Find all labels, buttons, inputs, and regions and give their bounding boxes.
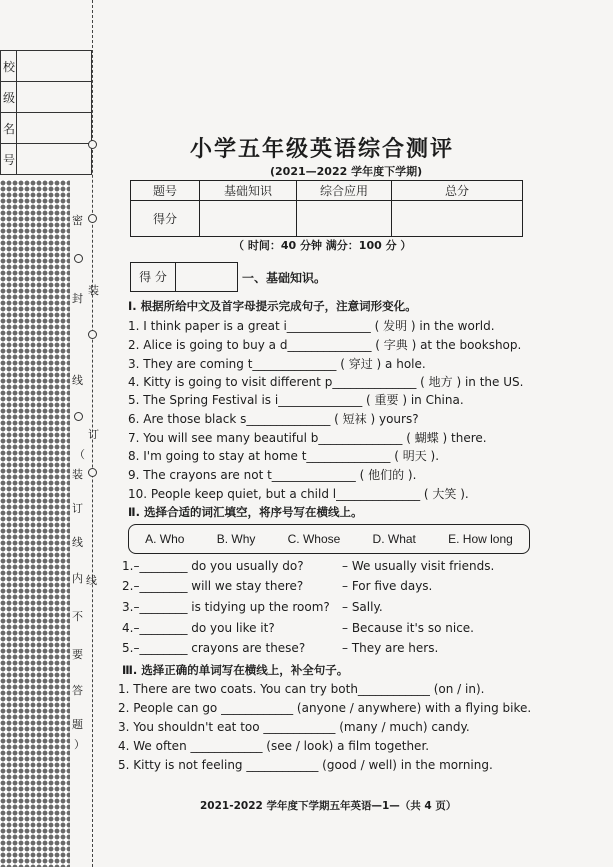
seal-char: 封 [72,292,83,305]
score-cell[interactable] [297,201,392,237]
question-line: 9. The crayons are not t______________ ( 他们的 ). [128,468,417,482]
binding-hole-icon [74,412,83,421]
mc-answer: – We usually visit friends. [342,559,495,573]
page-footer: 2021-2022 学年度下学期五年英语—1—（共 4 页） [200,800,457,812]
score-row-label: 得分 [131,201,200,237]
seal-char: 装 [88,284,99,297]
score-table [130,180,523,237]
mc-question: 4.–________ do you like it? [122,621,275,635]
seal-char: 题 [72,718,83,731]
question-line: 4. We often ____________ (see / look) a film together. [118,739,430,753]
seal-char: 不 [72,610,83,623]
section-score-label: 得 分 [131,263,176,291]
question-line: 5. Kitty is not feeling ____________ (good / well) in the morning. [118,758,493,772]
binding-hole-icon [88,214,97,223]
mc-answer: – Sally. [342,600,383,614]
question-line: 1. There are two coats. You can try both____________ (on / in). [118,682,485,696]
option-d: D. What [372,532,416,546]
binding-hole-icon [88,330,97,339]
question-line: 2. People can go ____________ (anyone / anywhere) with a flying bike. [118,701,532,715]
mc-answer: – They are hers. [342,641,439,655]
mc-answer: – Because it's so nice. [342,621,474,635]
option-a: A. Who [145,532,185,546]
option-b: B. Why [216,532,256,546]
info-label-name: 名 [1,113,17,144]
question-line: 5. The Spring Festival is i______________ ( 重要 ) in China. [128,393,464,407]
seal-char: 线 [72,374,83,387]
class-field[interactable] [17,82,92,113]
question-line: 6. Are those black s______________ ( 短袜 ) yours? [128,412,419,426]
mc-answer: – For five days. [342,579,433,593]
seal-char: 装 [72,468,83,481]
part1-title: Ⅰ. 根据所给中文及首字母提示完成句子，注意词形变化。 [128,299,417,313]
seal-char: 订 [72,502,83,515]
question-line: 3. You shouldn't eat too ____________ (many / much) candy. [118,720,470,734]
binding-hole-icon [74,254,83,263]
question-line: 8. I'm going to stay at home t______________ ( 明天 ). [128,449,440,463]
info-label-number: 号 [1,144,17,175]
score-header: 综合应用 [297,181,392,201]
info-label-school: 校 [1,51,17,82]
school-field[interactable] [17,51,92,82]
seal-char: 答 [72,684,83,697]
part2-title: Ⅱ. 选择合适的词汇填空，将序号写在横线上。 [128,505,363,519]
seal-char: 订 [88,428,99,441]
question-line: 10. People keep quiet, but a child l______________ ( 大笑 ). [128,487,469,501]
info-label-class: 级 [1,82,17,113]
mc-question: 3.–________ is tidying up the room? [122,600,330,614]
mc-question: 1.–________ do you usually do? [122,559,304,573]
section-title: 一、基础知识。 [242,271,327,285]
seal-char: 内 [72,572,83,585]
score-header: 题号 [131,181,200,201]
question-line: 4. Kitty is going to visit different p______________ ( 地方 ) in the US. [128,375,524,389]
seal-char: 要 [72,648,83,661]
student-info-table [0,50,92,175]
question-line: 3. They are coming t______________ ( 穿过 ) a hole. [128,357,426,371]
options-box [128,524,530,554]
score-header: 基础知识 [200,181,297,201]
score-header: 总分 [392,181,523,201]
halftone-strip [0,180,70,867]
option-c: C. Whose [287,532,341,546]
question-line: 1. I think paper is a great i______________ ( 发明 ) in the world. [128,319,495,333]
seal-char: 线 [86,574,97,587]
page-subtitle: (2021—2022 学年度下学期) [270,165,423,178]
question-line: 2. Alice is going to buy a d______________ ( 字典 ) at the bookshop. [128,338,522,352]
number-field[interactable] [17,144,92,175]
binding-hole-icon [88,140,97,149]
score-cell[interactable] [200,201,297,237]
mc-question: 2.–________ will we stay there? [122,579,304,593]
seal-char: ） [74,738,85,751]
seal-char: 线 [72,536,83,549]
binding-hole-icon [88,468,97,477]
question-line: 7. You will see many beautiful b______________ ( 蝴蝶 ) there. [128,431,487,445]
time-info: （ 时间：40 分钟 满分：100 分 ） [233,239,412,252]
page-title: 小学五年级英语综合测评 [190,137,455,162]
part3-title: Ⅲ. 选择正确的单词写在横线上，补全句子。 [122,663,349,677]
option-e: E. How long [448,532,513,546]
section-score-cell[interactable] [176,263,237,291]
section-score-box [130,262,238,292]
name-field[interactable] [17,113,92,144]
score-cell[interactable] [392,201,523,237]
seal-char: （ [74,448,85,461]
mc-question: 5.–________ crayons are these? [122,641,306,655]
seal-char: 密 [72,214,83,227]
